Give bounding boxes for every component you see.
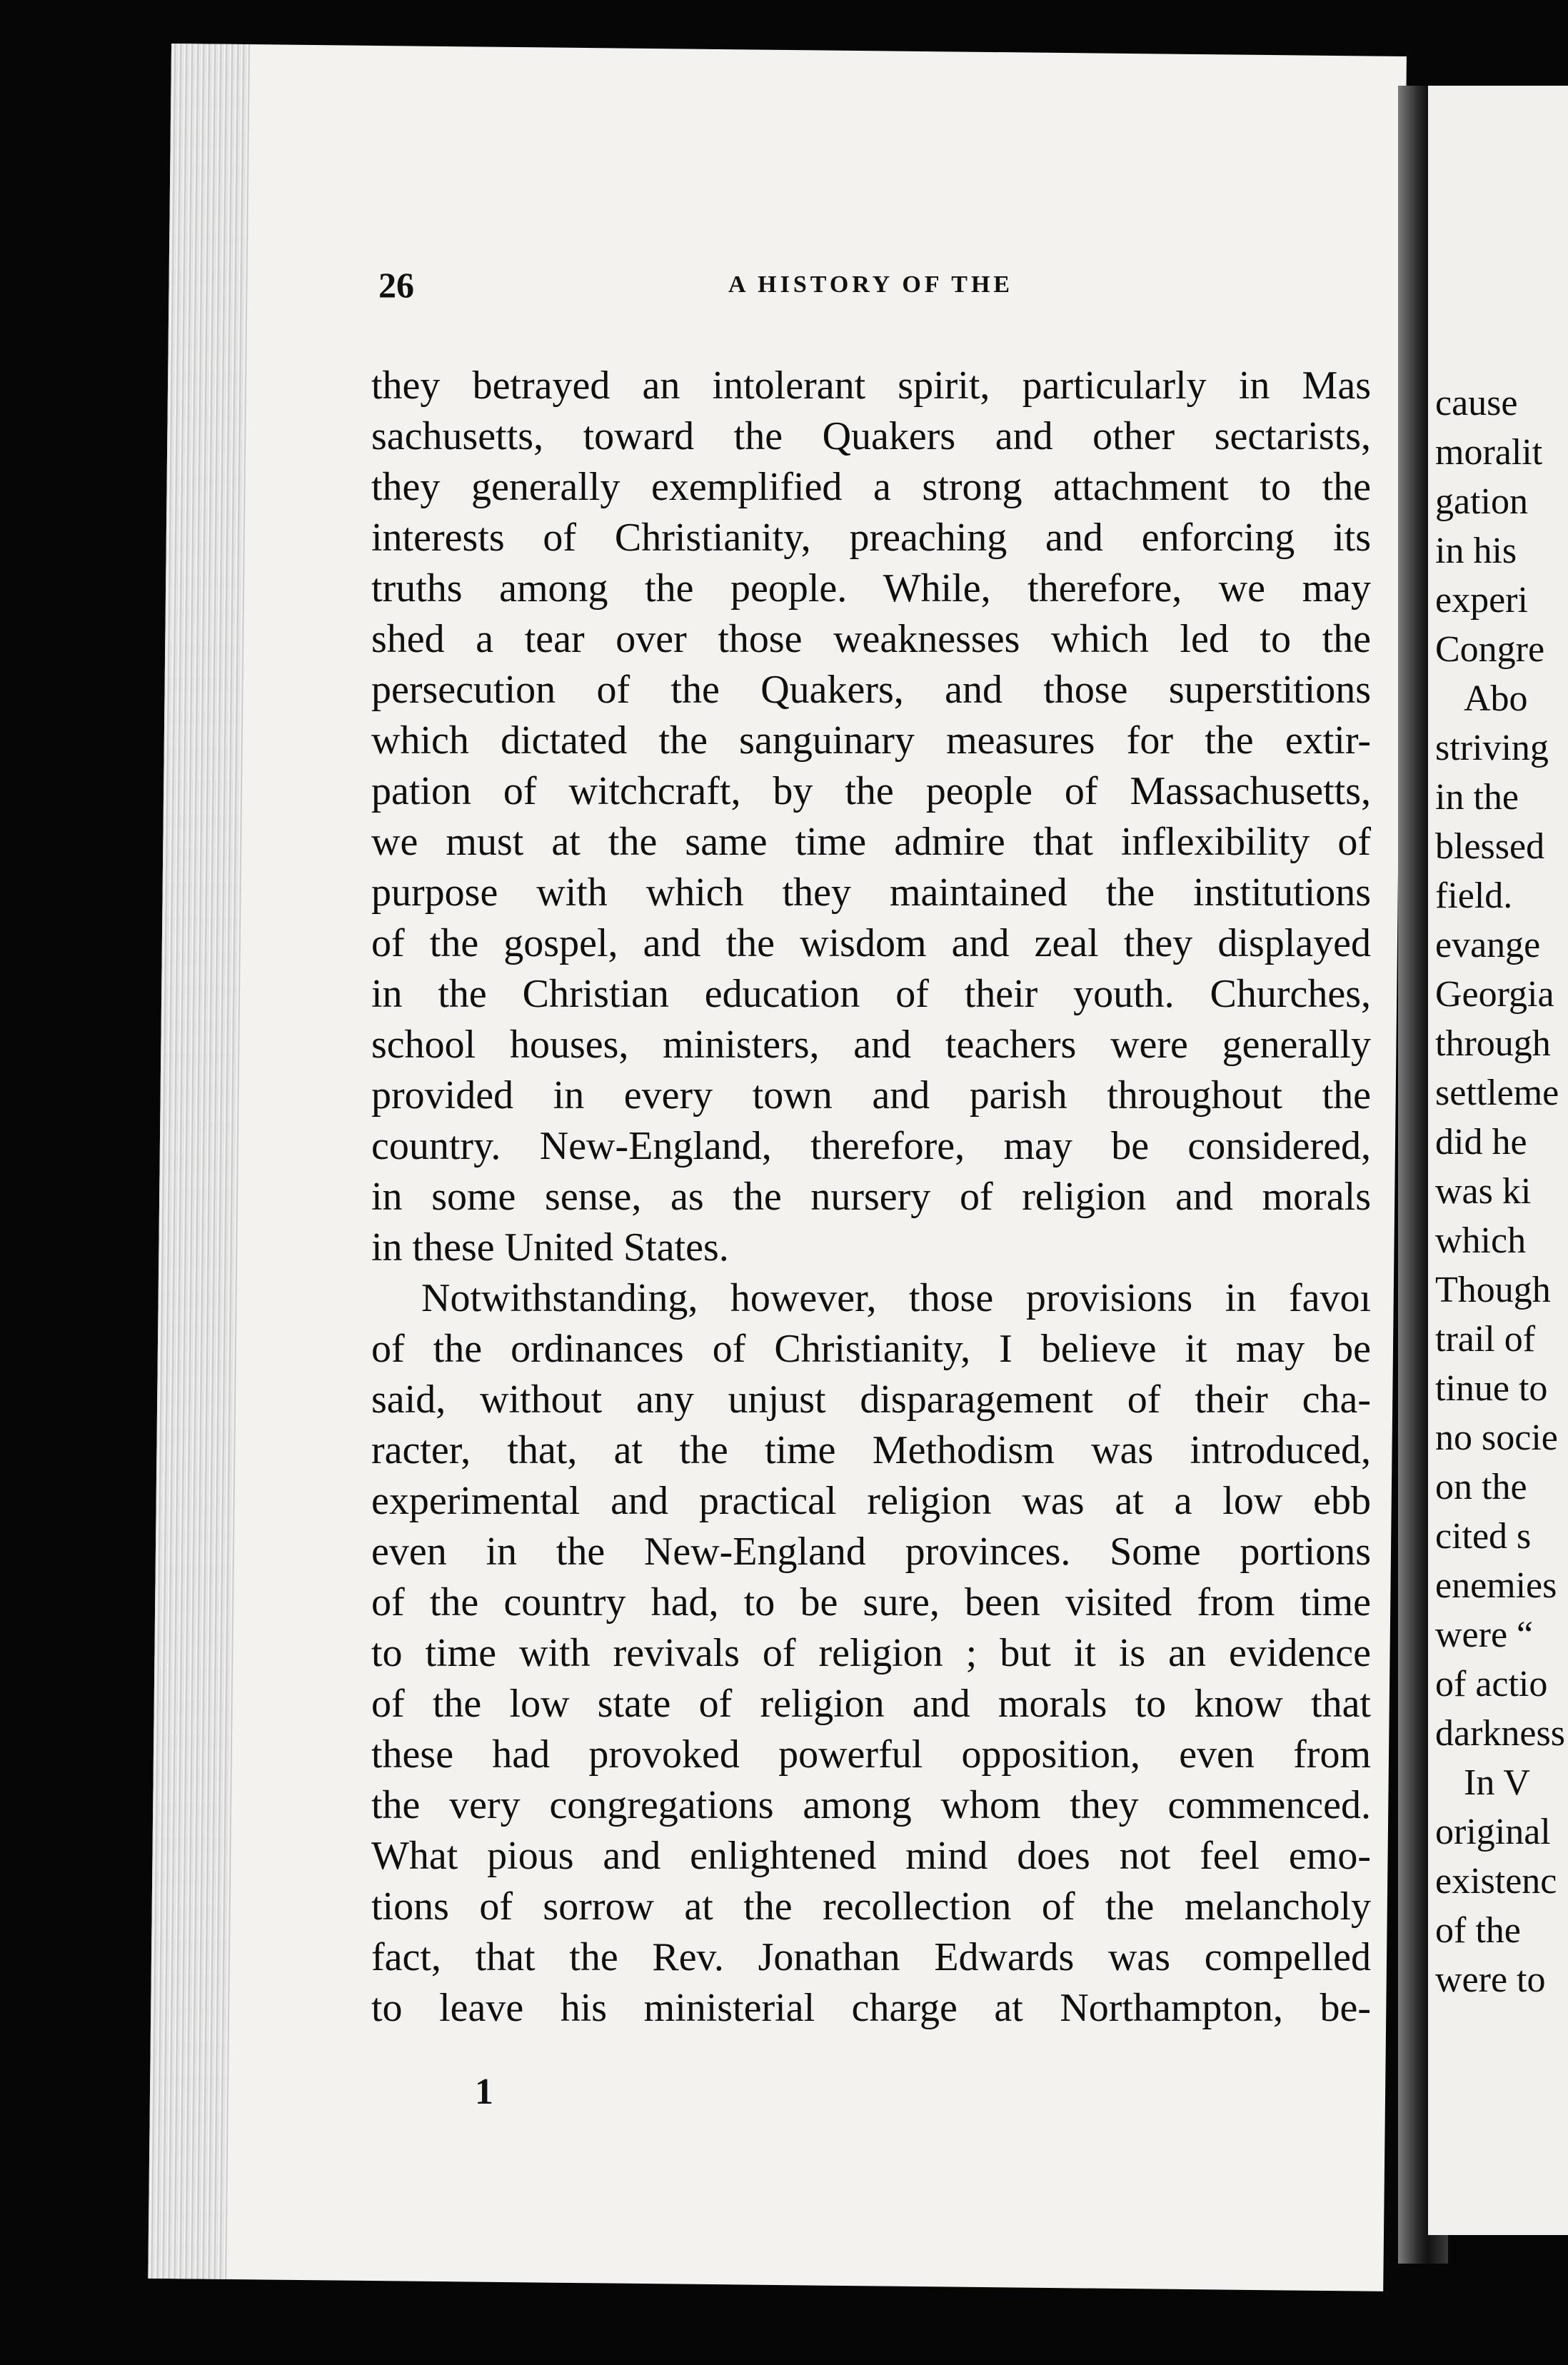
text-line: of the low state of religion and morals to know that (371, 1682, 1371, 1726)
right-text-line: on the (1435, 1467, 1527, 1507)
text-line: tions of sorrow at the recollection of the melancholy (371, 1884, 1371, 1929)
text-line: which dictated the sanguinary measures for the extir- (371, 718, 1371, 763)
page-number: 26 (378, 265, 414, 305)
text-line: provided in every town and parish throughout the (371, 1073, 1371, 1118)
text-line: school houses, ministers, and teachers were generally (371, 1023, 1371, 1067)
right-text-line: of actio (1435, 1664, 1548, 1704)
text-line: they generally exemplified a strong attachment to the (371, 465, 1371, 509)
right-text-line: Congre (1435, 629, 1545, 670)
text-line: country. New-England, therefore, may be considered, (371, 1124, 1371, 1168)
right-text-line: In V (1464, 1762, 1530, 1803)
right-text-line: field. (1435, 875, 1513, 916)
text-line: of the ordinances of Christianity, I believe it may be (371, 1327, 1371, 1371)
text-line: to leave his ministerial charge at Northampton, be- (371, 1986, 1371, 2030)
right-text-line: cause (1435, 383, 1518, 423)
right-text-line: striving (1435, 728, 1549, 768)
right-text-line: gation (1435, 481, 1528, 522)
text-line: in some sense, as the nursery of religion and morals (371, 1175, 1371, 1219)
text-line: purpose with which they maintained the institutions (371, 870, 1371, 915)
text-line: pation of witchcraft, by the people of Massachusetts, (371, 769, 1371, 813)
text-line: the very congregations among whom they commenced. (371, 1783, 1371, 1827)
text-line: in the Christian education of their youth. Churches, (371, 972, 1371, 1016)
text-line: we must at the same time admire that inflexibility of (371, 820, 1371, 864)
running-head (378, 264, 1378, 307)
text-line: to time with revivals of religion ; but it is an evidence (371, 1631, 1371, 1675)
right-text-line: Georgia (1435, 974, 1554, 1015)
right-text-line: enemies (1435, 1565, 1557, 1606)
right-text-line: was ki (1435, 1171, 1532, 1212)
paragraph-end-line: in these United States. (371, 1225, 729, 1270)
right-text-line: cited s (1435, 1516, 1532, 1557)
right-text-line: moralit (1435, 432, 1543, 473)
right-text-line: existenc (1435, 1861, 1557, 1902)
right-text-line: experi (1435, 580, 1528, 621)
right-text-line: Abo (1464, 678, 1528, 719)
text-line: of the country had, to be sure, been visited from time (371, 1580, 1371, 1625)
right-text-line: which (1435, 1220, 1527, 1261)
right-text-line: darkness (1435, 1713, 1565, 1754)
running-title: A HISTORY OF THE (728, 271, 1014, 298)
text-line: fact, that the Rev. Jonathan Edwards was compelled (371, 1935, 1371, 1979)
text-line: truths among the people. While, therefore, we may (371, 566, 1371, 611)
right-text-line: were “ (1435, 1615, 1534, 1655)
right-text-line: did he (1435, 1122, 1527, 1163)
right-text-line: Though (1435, 1270, 1551, 1310)
right-text-line: in his (1435, 531, 1517, 571)
right-text-line: through (1435, 1023, 1551, 1064)
text-line: persecution of the Quakers, and those superstitions (371, 668, 1371, 712)
text-line: racter, that, at the time Methodism was introduced, (371, 1428, 1371, 1472)
paragraph-start-line: Notwithstanding, however, those provisions in favoı (421, 1276, 1371, 1320)
text-line: said, without any unjust disparagement of their cha- (371, 1377, 1371, 1422)
right-text-line: blessed (1435, 826, 1545, 867)
right-text-line: of the (1435, 1910, 1521, 1951)
right-page-text (1435, 378, 1568, 2004)
text-line: sachusetts, toward the Quakers and other sectarists, (371, 414, 1371, 458)
text-line: of the gospel, and the wisdom and zeal they displayed (371, 921, 1371, 965)
right-text-line: trail of (1435, 1319, 1536, 1360)
text-line: shed a tear over those weaknesses which led to the (371, 617, 1371, 661)
text-line: they betrayed an intolerant spirit, particularly in Mas (371, 363, 1371, 408)
text-line: experimental and practical religion was at a low ebb (371, 1479, 1371, 1523)
right-text-line: original (1435, 1812, 1551, 1852)
right-text-line: were to (1435, 1959, 1546, 2000)
text-line: What pious and enlightened mind does not feel emo- (371, 1834, 1371, 1878)
right-text-line: evange (1435, 925, 1541, 965)
text-line: interests of Christianity, preaching and enforcing its (371, 516, 1371, 560)
right-text-line: tinue to (1435, 1368, 1548, 1409)
right-text-line: settleme (1435, 1073, 1559, 1113)
signature-mark: 1 (475, 2072, 493, 2112)
right-text-line: in the (1435, 777, 1519, 818)
right-text-line: no socie (1435, 1417, 1558, 1458)
left-page-text (371, 361, 1371, 2034)
text-line: even in the New-England provinces. Some portions (371, 1530, 1371, 1574)
text-line: these had provoked powerful opposition, even from (371, 1732, 1371, 1777)
